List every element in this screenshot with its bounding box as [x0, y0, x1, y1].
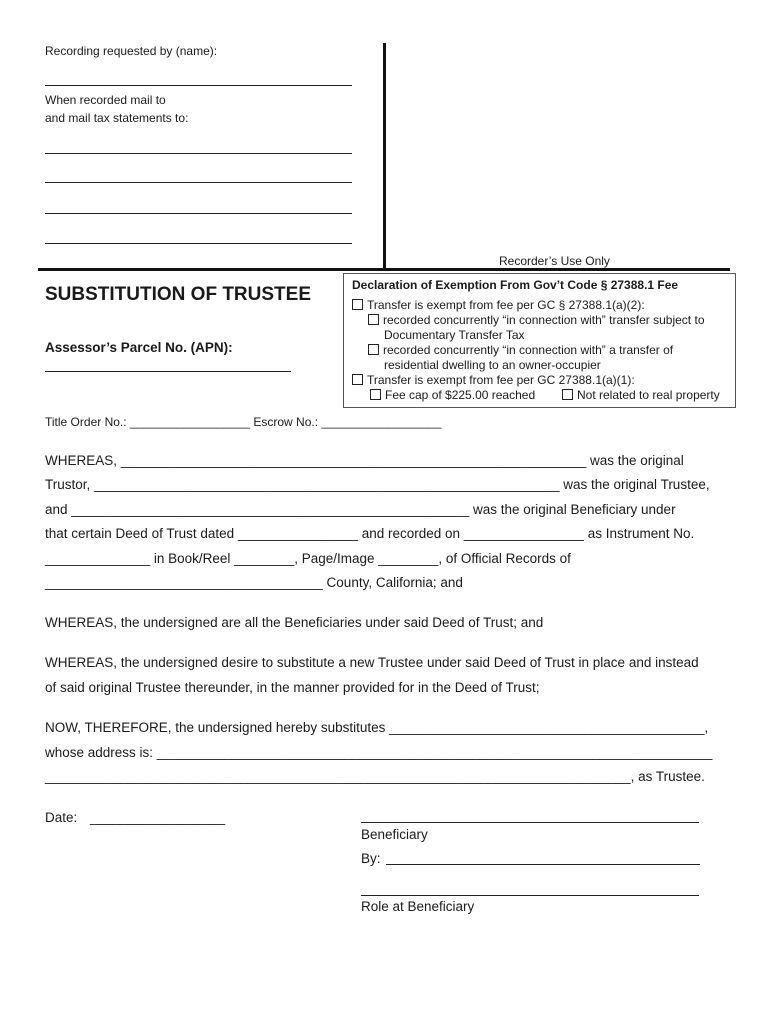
date-label: Date: [45, 810, 78, 825]
beneficiary-label: Beneficiary [361, 827, 428, 842]
checkbox-a2[interactable] [352, 299, 363, 310]
mail-to-line-4[interactable] [45, 243, 352, 244]
body-line-3: and _____________________________________________________ was the original Beneficiary under [45, 502, 676, 517]
beneficiary-signature-line[interactable] [361, 822, 699, 823]
now-therefore-line-3: ______________________________________________________________________________, as Trustee. [45, 769, 705, 784]
apn-line[interactable] [45, 371, 291, 372]
exemption-item-1b: recorded concurrently “in connection with” a transfer of [368, 343, 673, 357]
body-line-6: _____________________________________ County, California; and [45, 575, 463, 590]
checkbox-documentary-transfer-tax[interactable] [368, 314, 379, 325]
checkbox-not-real-property[interactable] [562, 389, 573, 400]
title-order-escrow-line: Title Order No.: __________________ Escrow No.: __________________ [45, 415, 442, 429]
checkbox-a1[interactable] [352, 374, 363, 385]
body-line-4: that certain Deed of Trust dated ________________ and recorded on ________________ as Instrument No. [45, 526, 695, 541]
body-line-2: Trustor, ______________________________________________________________ was the original Trustee, [45, 477, 710, 492]
exemption-item-1a: recorded concurrently “in connection with” transfer subject to [368, 313, 705, 327]
by-label: By: [361, 851, 381, 866]
exemption-item-1: Transfer is exempt from fee per GC § 27388.1(a)(2): [352, 298, 645, 312]
mail-to-line-2[interactable] [45, 182, 352, 183]
mail-to-label-1: When recorded mail to [45, 93, 166, 107]
substitute-paragraph-2: of said original Trustee thereunder, in the manner provided for in the Deed of Trust; [45, 680, 540, 695]
checkbox-owner-occupier[interactable] [368, 344, 379, 355]
recorders-use-only: Recorder’s Use Only [499, 254, 610, 268]
mail-to-label-2: and mail tax statements to: [45, 111, 189, 125]
now-therefore-line-2: whose address is: __________________________________________________________________________ [45, 745, 713, 760]
exemption-heading: Declaration of Exemption From Gov’t Code § 27388.1 Fee [352, 278, 679, 292]
exemption-item-2: Transfer is exempt from fee per GC 27388.1(a)(1): [352, 373, 635, 387]
recording-requested-line[interactable] [45, 85, 352, 86]
apn-label: Assessor’s Parcel No. (APN): [45, 340, 233, 355]
by-signature-line[interactable] [386, 864, 700, 865]
header-vertical-divider [383, 43, 386, 269]
substitute-paragraph-1: WHEREAS, the undersigned desire to substitute a new Trustee under said Deed of Trust in place and instead [45, 655, 699, 670]
exemption-item-1b-cont: residential dwelling to an owner-occupier [384, 358, 601, 372]
date-field[interactable]: __________________ [90, 810, 226, 825]
body-line-5: ______________ in Book/Reel ________, Page/Image ________, of Official Records of [45, 551, 571, 566]
header-horizontal-divider [38, 268, 730, 271]
role-line[interactable] [361, 895, 699, 896]
checkbox-fee-cap[interactable] [370, 389, 381, 400]
document-title: SUBSTITUTION OF TRUSTEE [45, 284, 311, 305]
beneficiaries-paragraph: WHEREAS, the undersigned are all the Beneficiaries under said Deed of Trust; and [45, 615, 544, 630]
exemption-item-1a-cont: Documentary Transfer Tax [384, 328, 525, 342]
mail-to-line-3[interactable] [45, 213, 352, 214]
role-label: Role at Beneficiary [361, 899, 475, 914]
exemption-item-2a: Fee cap of $225.00 reached [370, 388, 535, 402]
exemption-item-2b: Not related to real property [562, 388, 720, 402]
body-line-1: WHEREAS, ______________________________________________________________ was the original [45, 453, 684, 468]
recording-requested-label: Recording requested by (name): [45, 44, 218, 58]
now-therefore-line-1: NOW, THEREFORE, the undersigned hereby substitutes __________________________________________, [45, 720, 709, 735]
mail-to-line-1[interactable] [45, 153, 352, 154]
